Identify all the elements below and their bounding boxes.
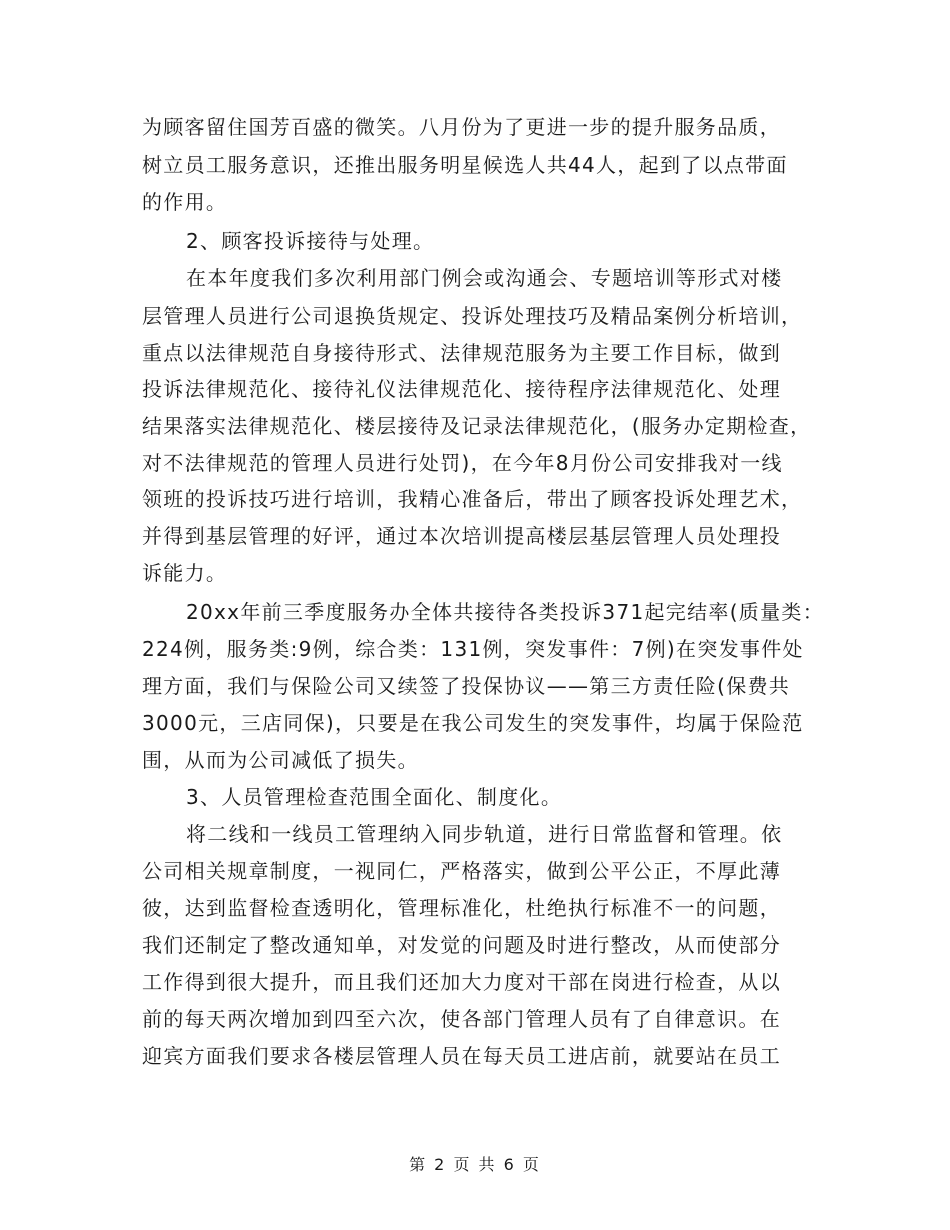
body-text-line: 树立员工服务意识，还推出服务明星候选人共44人，起到了以点带面 xyxy=(142,153,788,177)
body-text-line: 20xx年前三季度服务办全体共接待各类投诉371起完结率(质量类： xyxy=(186,600,824,624)
body-text-line: 重点以法律规范自身接待形式、法律规范服务为主要工作目标，做到 xyxy=(142,341,781,365)
body-text-line: 并得到基层管理的好评，通过本次培训提高楼层基层管理人员处理投 xyxy=(142,524,781,548)
body-text-line: 在本年度我们多次利用部门例会或沟通会、专题培训等形式对楼 xyxy=(186,266,783,290)
body-text-line: 迎宾方面我们要求各楼层管理人员在每天员工进店前，就要站在员工 xyxy=(142,1044,781,1068)
body-text-line: 224例，服务类:9例，综合类：131例，突发事件：7例)在突发事件处 xyxy=(142,637,804,661)
body-text-line: 为顾客留住国芳百盛的微笑。八月份为了更进一步的提升服务品质， xyxy=(142,115,781,139)
body-text-line: 理方面，我们与保险公司又续签了投保协议——第三方责任险(保费共 xyxy=(142,674,791,698)
body-text-line: 公司相关规章制度，一视同仁，严格落实，做到公平公正，不厚此薄 xyxy=(142,859,781,883)
body-text-line: 层管理人员进行公司退换货规定、投诉处理技巧及精品案例分析培训， xyxy=(142,304,803,328)
body-text-line: 我们还制定了整改通知单，对发觉的问题及时进行整改，从而使部分 xyxy=(142,933,781,957)
body-text-line: 的作用。 xyxy=(142,190,228,214)
body-text-line: 围，从而为公司减低了损失。 xyxy=(142,748,419,772)
body-text-line: 工作得到很大提升，而且我们还加大力度对干部在岗进行检查，从以 xyxy=(142,970,781,994)
section-heading: 3、人员管理检查范围全面化、制度化。 xyxy=(186,785,563,809)
body-text-line: 对不法律规范的管理人员进行处罚)，在今年8月份公司安排我对一线 xyxy=(142,451,783,475)
body-text-line: 投诉法律规范化、接待礼仪法律规范化、接待程序法律规范化、处理 xyxy=(142,377,781,401)
body-text-line: 领班的投诉技巧进行培训，我精心准备后，带出了顾客投诉处理艺术， xyxy=(142,487,803,511)
section-heading: 2、顾客投诉接待与处理。 xyxy=(186,229,435,253)
body-text-line: 3000元，三店同保)，只要是在我公司发生的突发事件，均属于保险范 xyxy=(142,711,804,735)
body-text-line: 将二线和一线员工管理纳入同步轨道，进行日常监督和管理。依 xyxy=(186,822,783,846)
body-text-line: 前的每天两次增加到四至六次，使各部门管理人员有了自律意识。在 xyxy=(142,1007,781,1031)
body-text-line: 诉能力。 xyxy=(142,561,228,585)
body-text-line: 结果落实法律规范化、楼层接待及记录法律规范化，(服务办定期检查， xyxy=(142,414,812,438)
page-number-footer: 第 2 页 共 6 页 xyxy=(409,1155,541,1174)
body-text-line: 彼，达到监督检查透明化，管理标准化，杜绝执行标准不一的问题， xyxy=(142,896,781,920)
